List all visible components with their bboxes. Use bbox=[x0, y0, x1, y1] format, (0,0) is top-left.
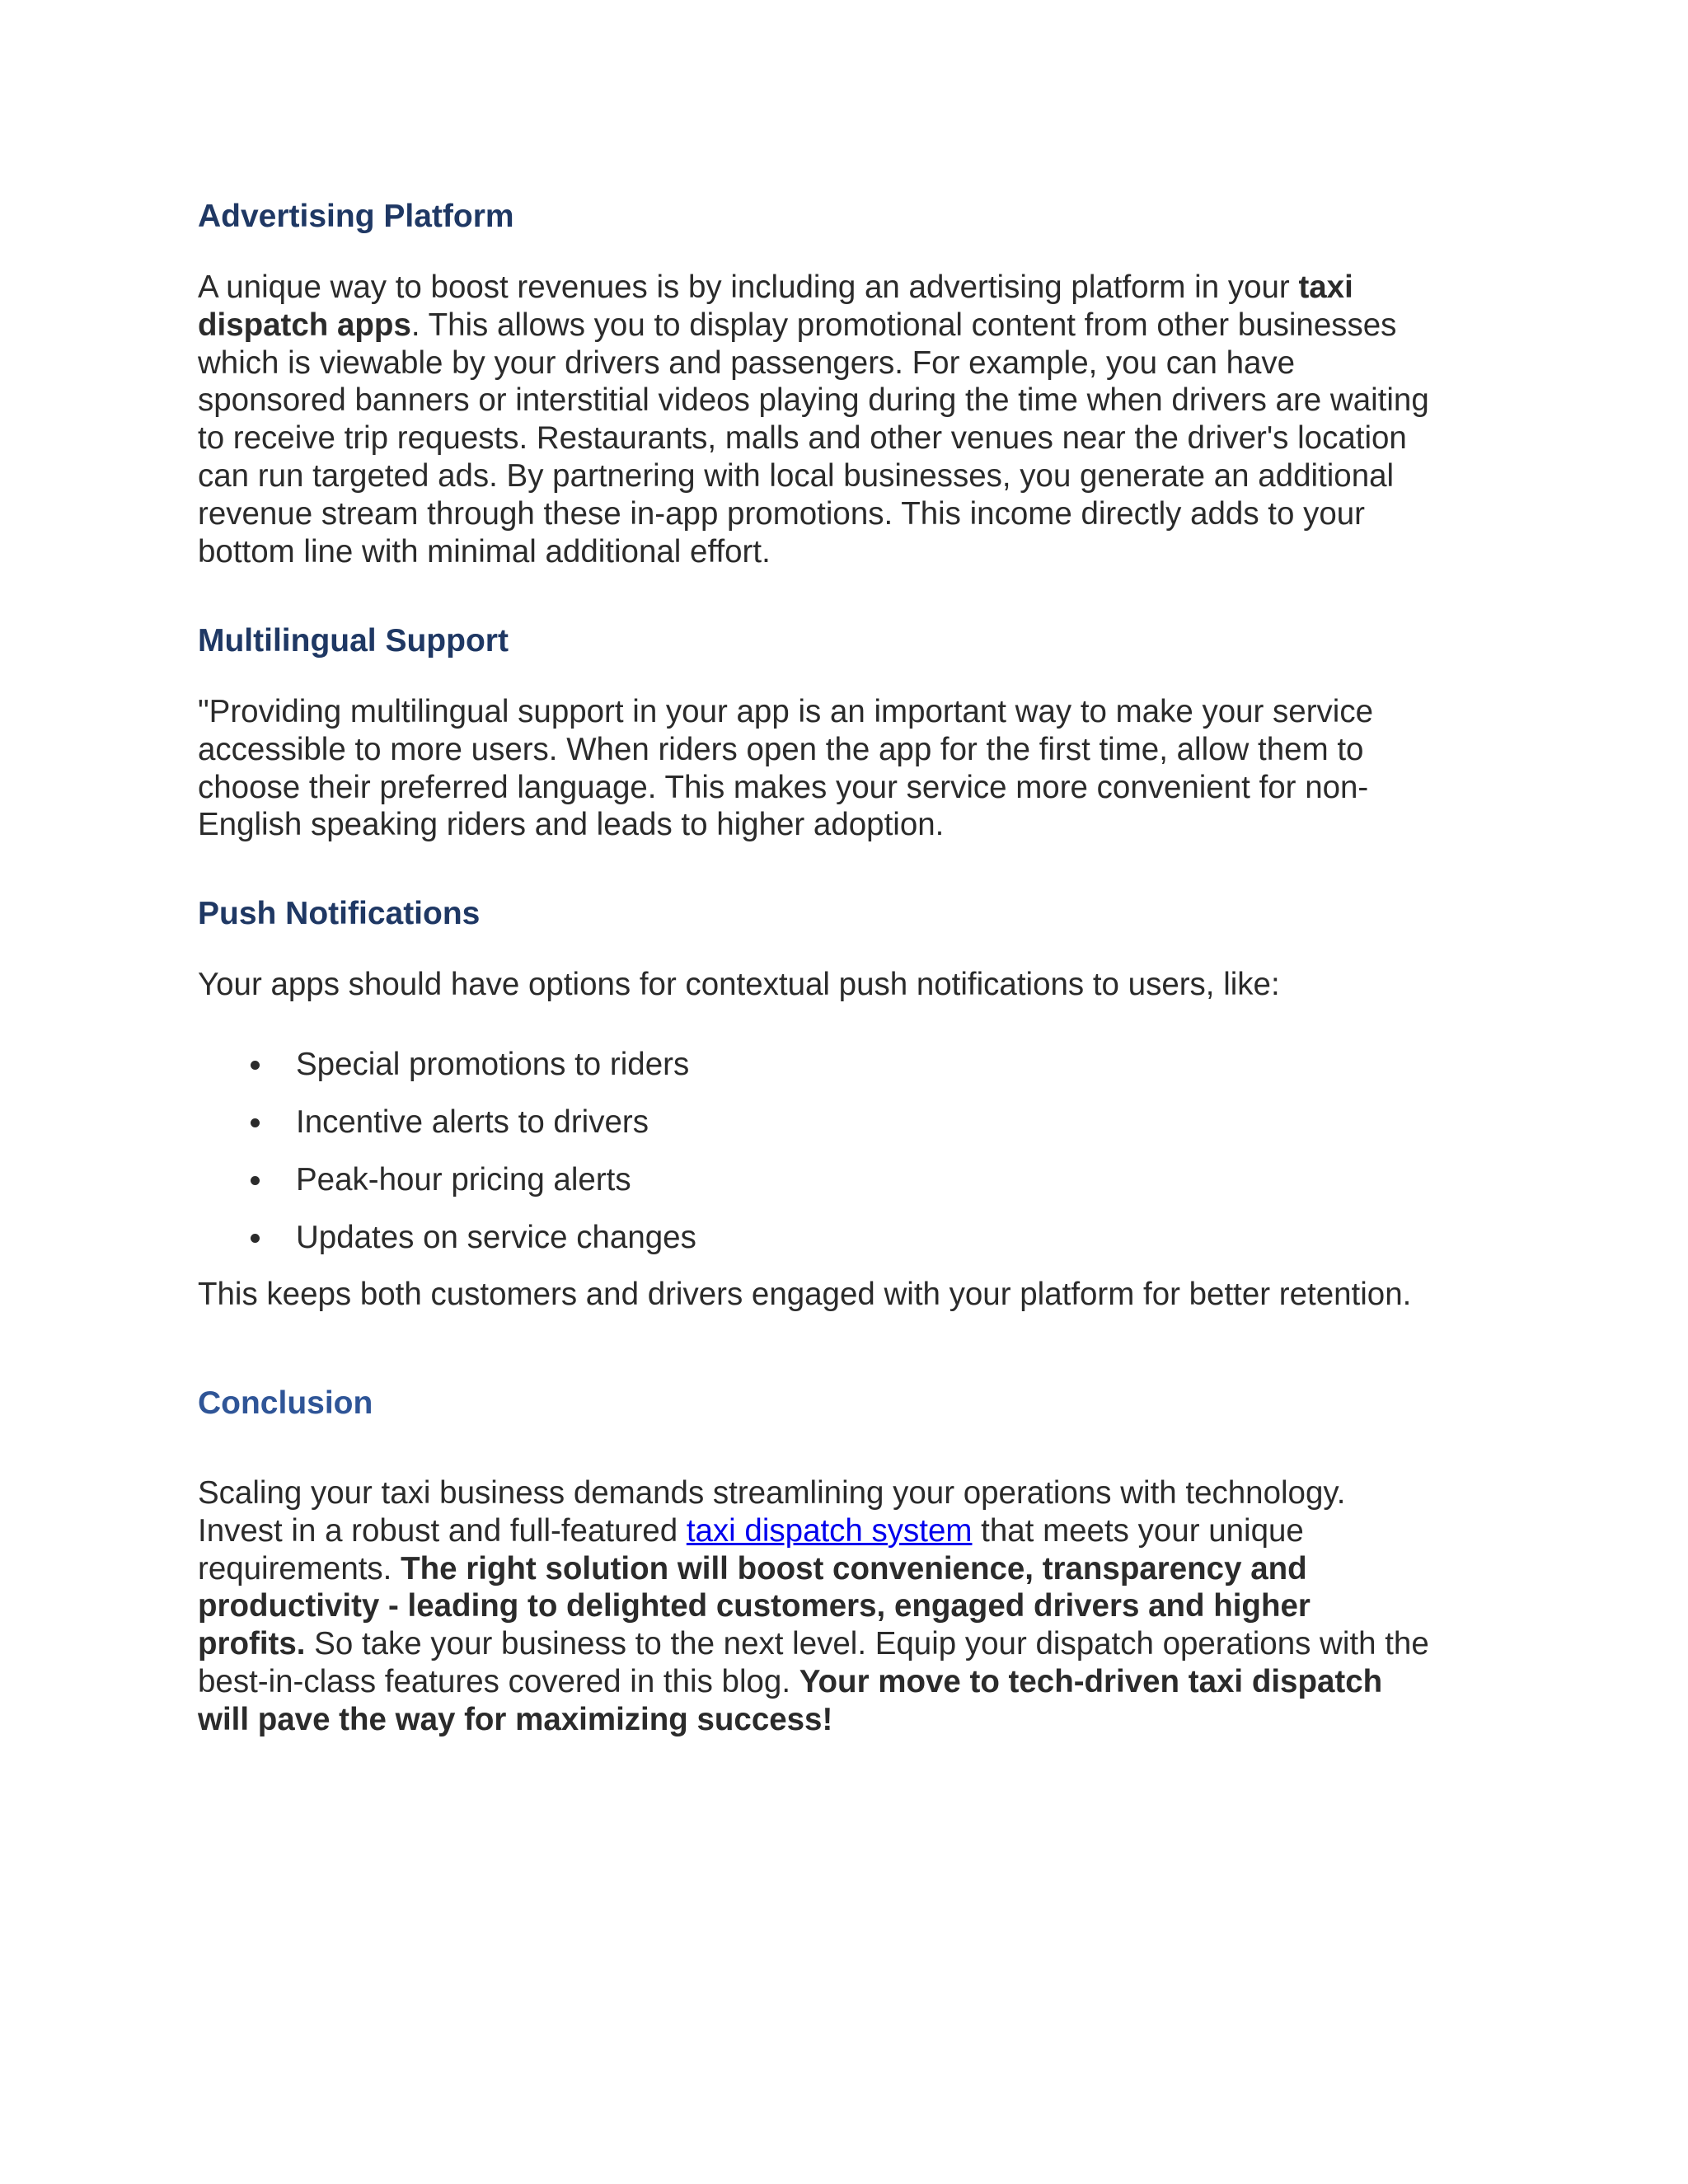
list-item-text: Special promotions to riders bbox=[296, 1047, 690, 1082]
bullet-icon bbox=[251, 1061, 260, 1070]
bold-text-run: taxi bbox=[1298, 269, 1353, 305]
bold-text-run: profits. bbox=[198, 1626, 306, 1662]
bold-text-run: dispatch apps bbox=[198, 307, 411, 343]
paragraph-line: will pave the way for maximizing success! bbox=[198, 1701, 833, 1737]
text-run: Invest in a robust and full-featured bbox=[198, 1512, 687, 1549]
paragraph-line: can run targeted ads. By partnering with local businesses, you generate an additional bbox=[198, 457, 1395, 494]
text-run: So take your business to the next level. Equip your dispatch operations with the bbox=[305, 1626, 1429, 1662]
heading-conclusion: Conclusion bbox=[198, 1385, 373, 1421]
paragraph-line bbox=[198, 1663, 1500, 1701]
bullet-icon bbox=[251, 1118, 260, 1127]
paragraph-line bbox=[198, 1512, 1500, 1550]
paragraph-line: revenue stream through these in-app promotions. This income directly adds to your bbox=[198, 495, 1365, 532]
paragraph-line: accessible to more users. When riders open the app for the first time, allow them to bbox=[198, 731, 1364, 767]
paragraph-line: "Providing multilingual support in your app is an important way to make your service bbox=[198, 694, 1374, 729]
paragraph-line: English speaking riders and leads to higher adoption. bbox=[198, 807, 945, 843]
bullet-icon bbox=[251, 1176, 260, 1185]
list-item-text: Peak-hour pricing alerts bbox=[296, 1162, 631, 1197]
text-run: that meets your unique bbox=[972, 1512, 1304, 1549]
paragraph-line bbox=[198, 269, 1500, 307]
bullet-icon bbox=[251, 1234, 260, 1243]
paragraph-advertising-platform bbox=[198, 269, 1500, 570]
paragraph-line: This keeps both customers and drivers engaged with your platform for better retention. bbox=[198, 1277, 1412, 1312]
taxi-dispatch-system-link[interactable]: taxi dispatch system bbox=[686, 1512, 973, 1549]
heading-multilingual-support: Multilingual Support bbox=[198, 623, 509, 658]
text-run: best-in-class features covered in this blog. bbox=[198, 1663, 799, 1699]
paragraph-multilingual-support bbox=[198, 693, 1500, 844]
paragraph-line: Scaling your taxi business demands streamlining your operations with technology. bbox=[198, 1475, 1346, 1511]
text-run: . This allows you to display promotional content from other businesses bbox=[410, 307, 1397, 343]
list-item-text: Updates on service changes bbox=[296, 1220, 696, 1255]
list-item-text: Incentive alerts to drivers bbox=[296, 1104, 649, 1140]
paragraph-line: to receive trip requests. Restaurants, malls and other venues near the driver's location bbox=[198, 420, 1407, 457]
text-run: A unique way to boost revenues is by including an advertising platform in your bbox=[198, 269, 1299, 305]
paragraph-line: which is viewable by your drivers and passengers. For example, you can have bbox=[198, 344, 1296, 381]
paragraph-line: bottom line with minimal additional effort. bbox=[198, 533, 771, 569]
heading-push-notifications: Push Notifications bbox=[198, 896, 481, 931]
paragraph-line bbox=[198, 1550, 1500, 1588]
paragraph-line: sponsored banners or interstitial videos playing during the time when drivers are waiting bbox=[198, 382, 1429, 419]
paragraph-line: productivity - leading to delighted customers, engaged drivers and higher bbox=[198, 1588, 1311, 1624]
heading-advertising-platform: Advertising Platform bbox=[198, 199, 514, 234]
bold-text-run: The right solution will boost convenience, transparency and bbox=[401, 1550, 1307, 1586]
paragraph-push-outro bbox=[198, 1276, 1500, 1314]
paragraph-line: choose their preferred language. This makes your service more convenient for non- bbox=[198, 769, 1369, 805]
paragraph-conclusion bbox=[198, 1474, 1500, 1739]
text-run: requirements. bbox=[198, 1550, 401, 1586]
paragraph-line bbox=[198, 307, 1500, 344]
bold-text-run: Your move to tech-driven taxi dispatch bbox=[799, 1663, 1383, 1699]
paragraph-line bbox=[198, 1625, 1500, 1663]
paragraph-line: Your apps should have options for contextual push notifications to users, like: bbox=[198, 967, 1280, 1002]
paragraph-push-intro bbox=[198, 966, 1500, 1004]
